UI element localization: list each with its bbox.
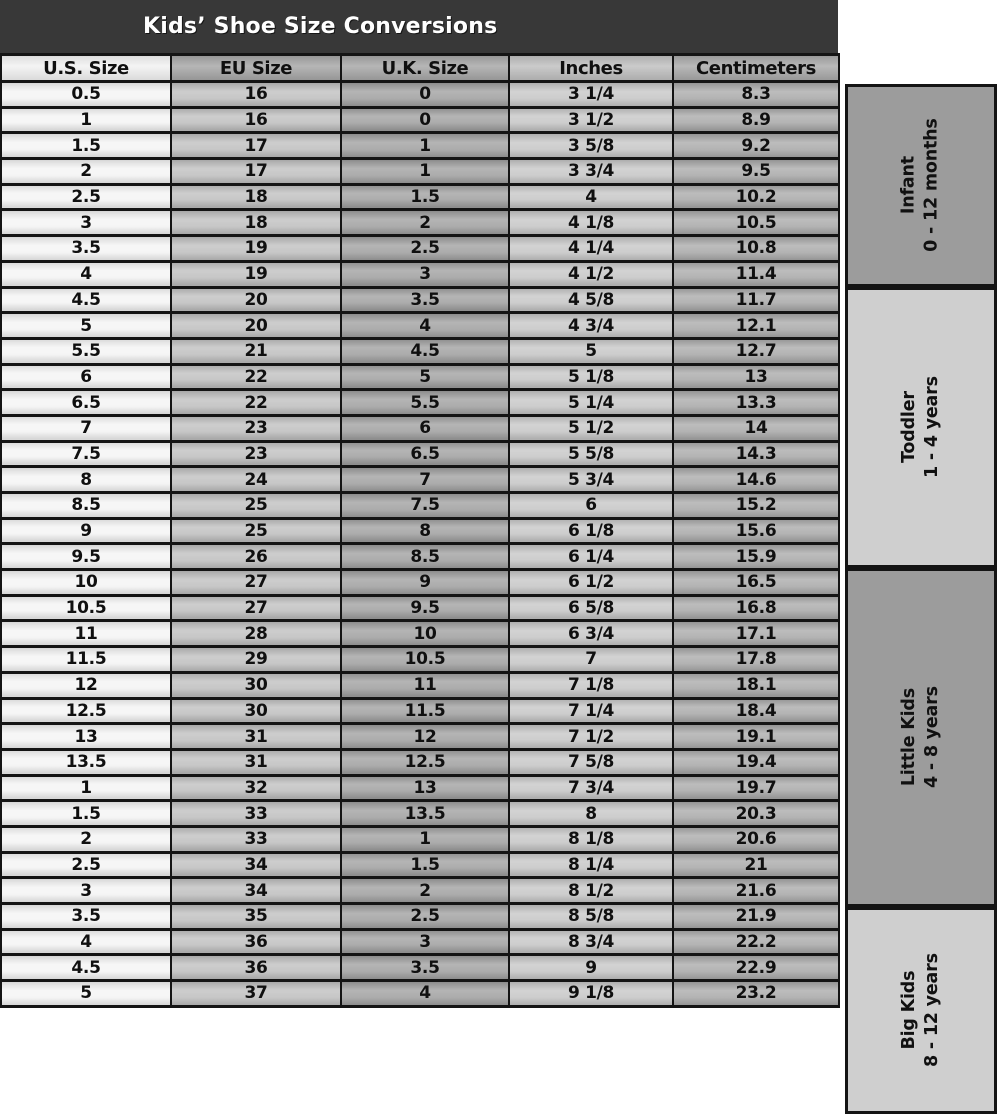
age-group-name: Infant: [898, 156, 919, 215]
table-cell: 16.8: [673, 595, 839, 621]
table-row: [1, 313, 839, 339]
table-cell: 0: [341, 107, 509, 133]
table-cell: 5: [1, 313, 171, 339]
age-group-toddler: [845, 287, 997, 568]
table-cell: 3.5: [1, 236, 171, 262]
table-cell: 1: [1, 775, 171, 801]
table-cell: 5: [509, 338, 673, 364]
title-bar: [0, 0, 838, 53]
table-cell: 14.3: [673, 441, 839, 467]
table-cell: 23: [171, 415, 341, 441]
table-cell: 10: [341, 621, 509, 647]
table-cell: 4: [341, 313, 509, 339]
table-cell: 13.5: [341, 801, 509, 827]
table-cell: 13: [673, 364, 839, 390]
table-cell: 6 1/4: [509, 544, 673, 570]
table-row: [1, 904, 839, 930]
table-row: [1, 82, 839, 108]
table-cell: 2: [341, 878, 509, 904]
table-cell: 4: [341, 981, 509, 1007]
table-cell: 4: [1, 261, 171, 287]
table-row: [1, 544, 839, 570]
table-cell: 15.2: [673, 493, 839, 519]
table-cell: 5 1/2: [509, 415, 673, 441]
table-cell: 7: [341, 467, 509, 493]
table-cell: 1: [341, 159, 509, 185]
table-cell: 34: [171, 878, 341, 904]
table-cell: 23.2: [673, 981, 839, 1007]
table-cell: 2.5: [1, 852, 171, 878]
table-cell: 16: [171, 107, 341, 133]
size-conversion-table: [0, 53, 840, 1008]
table-cell: 7: [509, 647, 673, 673]
table-row: [1, 647, 839, 673]
table-cell: 15.6: [673, 518, 839, 544]
table-cell: 8.5: [1, 493, 171, 519]
table-row: [1, 724, 839, 750]
table-cell: 33: [171, 826, 341, 852]
table-cell: 2.5: [1, 184, 171, 210]
table-row: [1, 415, 839, 441]
table-cell: 20.3: [673, 801, 839, 827]
table-cell: 3: [1, 878, 171, 904]
table-row: [1, 493, 839, 519]
table-cell: 21.9: [673, 904, 839, 930]
table-cell: 12.5: [1, 698, 171, 724]
table-row: [1, 107, 839, 133]
age-group-infant: [845, 84, 997, 287]
table-row: [1, 133, 839, 159]
table-cell: 31: [171, 749, 341, 775]
table-cell: 9: [1, 518, 171, 544]
table-cell: 7.5: [341, 493, 509, 519]
table-cell: 5: [1, 981, 171, 1007]
table-cell: 7 3/4: [509, 775, 673, 801]
table-cell: 8 1/4: [509, 852, 673, 878]
table-cell: 10.8: [673, 236, 839, 262]
table-cell: 7 1/4: [509, 698, 673, 724]
table-cell: 19: [171, 236, 341, 262]
table-cell: 7.5: [1, 441, 171, 467]
table-cell: 1.5: [341, 184, 509, 210]
table-cell: 11.4: [673, 261, 839, 287]
table-cell: 8 3/4: [509, 929, 673, 955]
table-cell: 6.5: [1, 390, 171, 416]
table-cell: 1.5: [1, 133, 171, 159]
table-cell: 5.5: [341, 390, 509, 416]
table-cell: 8 1/2: [509, 878, 673, 904]
table-cell: 4 1/2: [509, 261, 673, 287]
table-cell: 9.2: [673, 133, 839, 159]
table-cell: 1: [341, 826, 509, 852]
table-cell: 2: [1, 159, 171, 185]
table-cell: 9 1/8: [509, 981, 673, 1007]
table-cell: 9: [341, 570, 509, 596]
table-cell: 19.1: [673, 724, 839, 750]
table-row: [1, 878, 839, 904]
table-cell: 22.2: [673, 929, 839, 955]
table-row: [1, 518, 839, 544]
table-cell: 10: [1, 570, 171, 596]
table-cell: 14: [673, 415, 839, 441]
table-cell: 35: [171, 904, 341, 930]
age-group-label: [898, 377, 944, 479]
table-row: [1, 852, 839, 878]
table-cell: 3: [341, 261, 509, 287]
table-cell: 3 5/8: [509, 133, 673, 159]
table-cell: 9.5: [341, 595, 509, 621]
table-cell: 15.9: [673, 544, 839, 570]
table-cell: 8.3: [673, 82, 839, 108]
table-cell: 6: [1, 364, 171, 390]
table-cell: 21: [171, 338, 341, 364]
table-header: [1, 55, 839, 82]
table-cell: 6.5: [341, 441, 509, 467]
table-cell: 8 5/8: [509, 904, 673, 930]
age-group-little-kids: [845, 568, 997, 907]
table-cell: 11.7: [673, 287, 839, 313]
age-group-label: [898, 954, 944, 1068]
table-cell: 3.5: [341, 287, 509, 313]
table-cell: 13: [1, 724, 171, 750]
table-cell: 4 3/4: [509, 313, 673, 339]
table-cell: 9.5: [1, 544, 171, 570]
table-cell: 5 3/4: [509, 467, 673, 493]
table-cell: 19.7: [673, 775, 839, 801]
table-cell: 2: [1, 826, 171, 852]
column-header-u-k-size: U.K. Size: [341, 55, 509, 82]
table-cell: 3.5: [341, 955, 509, 981]
table-cell: 4: [1, 929, 171, 955]
table-cell: 17: [171, 159, 341, 185]
age-group-label: [898, 687, 944, 789]
table-row: [1, 287, 839, 313]
table-cell: 3 3/4: [509, 159, 673, 185]
table-cell: 19.4: [673, 749, 839, 775]
table-cell: 5: [341, 364, 509, 390]
page-title: Kids’ Shoe Size Conversions: [143, 14, 498, 39]
table-cell: 20: [171, 287, 341, 313]
table-cell: 4 5/8: [509, 287, 673, 313]
table-cell: 3 1/2: [509, 107, 673, 133]
table-cell: 27: [171, 595, 341, 621]
table-cell: 16.5: [673, 570, 839, 596]
table-cell: 4: [509, 184, 673, 210]
table-cell: 6 3/4: [509, 621, 673, 647]
table-cell: 6: [509, 493, 673, 519]
age-group-range: 4 - 8 years: [921, 686, 942, 789]
age-group-range: 1 - 4 years: [921, 376, 942, 479]
table-cell: 21.6: [673, 878, 839, 904]
age-group-range: 0 - 12 months: [922, 118, 942, 253]
table-row: [1, 261, 839, 287]
table-row: [1, 364, 839, 390]
table-cell: 11.5: [341, 698, 509, 724]
table-cell: 6: [341, 415, 509, 441]
table-cell: 7: [1, 415, 171, 441]
table-row: [1, 929, 839, 955]
table-cell: 8.9: [673, 107, 839, 133]
table-cell: 24: [171, 467, 341, 493]
table-cell: 36: [171, 929, 341, 955]
table-cell: 17.1: [673, 621, 839, 647]
table-cell: 4 1/8: [509, 210, 673, 236]
age-group-name: Little Kids: [898, 688, 919, 787]
table-cell: 13.5: [1, 749, 171, 775]
table-row: [1, 595, 839, 621]
table-cell: 4 1/4: [509, 236, 673, 262]
table-cell: 4.5: [1, 955, 171, 981]
header-row: [1, 55, 839, 82]
table-cell: 18: [171, 210, 341, 236]
table-cell: 11: [1, 621, 171, 647]
table-row: [1, 698, 839, 724]
age-group-range: 8 - 12 years: [922, 953, 942, 1068]
age-group-label: [898, 119, 944, 252]
table-cell: 17.8: [673, 647, 839, 673]
table-row: [1, 467, 839, 493]
table-cell: 0: [341, 82, 509, 108]
table-cell: 7 1/2: [509, 724, 673, 750]
table-cell: 12: [1, 672, 171, 698]
age-group-big-kids: [845, 907, 997, 1114]
table-row: [1, 621, 839, 647]
table-cell: 21: [673, 852, 839, 878]
table-cell: 3: [341, 929, 509, 955]
table-row: [1, 159, 839, 185]
table-cell: 6 5/8: [509, 595, 673, 621]
table-cell: 18.1: [673, 672, 839, 698]
table-cell: 23: [171, 441, 341, 467]
age-group-name: Toddler: [898, 391, 919, 464]
table-cell: 10.5: [341, 647, 509, 673]
table-cell: 22: [171, 364, 341, 390]
table-cell: 4.5: [1, 287, 171, 313]
table-cell: 3 1/4: [509, 82, 673, 108]
table-cell: 7 1/8: [509, 672, 673, 698]
table-cell: 11.5: [1, 647, 171, 673]
table-cell: 32: [171, 775, 341, 801]
table-row: [1, 749, 839, 775]
table-cell: 8: [1, 467, 171, 493]
table-row: [1, 236, 839, 262]
table-cell: 5 5/8: [509, 441, 673, 467]
table-cell: 13.3: [673, 390, 839, 416]
table-cell: 1: [341, 133, 509, 159]
column-header-eu-size: EU Size: [171, 55, 341, 82]
table-cell: 5.5: [1, 338, 171, 364]
table-cell: 16: [171, 82, 341, 108]
table-row: [1, 210, 839, 236]
table-cell: 18: [171, 184, 341, 210]
table-cell: 2: [341, 210, 509, 236]
table-cell: 25: [171, 518, 341, 544]
table-cell: 26: [171, 544, 341, 570]
table-cell: 30: [171, 698, 341, 724]
table-cell: 13: [341, 775, 509, 801]
table-row: [1, 826, 839, 852]
column-header-u-s-size: U.S. Size: [1, 55, 171, 82]
table-row: [1, 672, 839, 698]
table-row: [1, 441, 839, 467]
table-cell: 5 1/4: [509, 390, 673, 416]
table-row: [1, 981, 839, 1007]
table-cell: 34: [171, 852, 341, 878]
table-row: [1, 338, 839, 364]
table-cell: 6 1/2: [509, 570, 673, 596]
table-cell: 33: [171, 801, 341, 827]
table-cell: 25: [171, 493, 341, 519]
table-cell: 27: [171, 570, 341, 596]
table-cell: 12.7: [673, 338, 839, 364]
table-cell: 22.9: [673, 955, 839, 981]
table-cell: 3: [1, 210, 171, 236]
table-row: [1, 570, 839, 596]
table-cell: 9.5: [673, 159, 839, 185]
age-group-name: Big Kids: [898, 971, 919, 1050]
table-cell: 6 1/8: [509, 518, 673, 544]
table-cell: 8 1/8: [509, 826, 673, 852]
table-cell: 8.5: [341, 544, 509, 570]
table-cell: 2.5: [341, 236, 509, 262]
table-cell: 10.5: [1, 595, 171, 621]
table-cell: 12.5: [341, 749, 509, 775]
table-cell: 20: [171, 313, 341, 339]
table-row: [1, 801, 839, 827]
table-cell: 17: [171, 133, 341, 159]
table-cell: 7 5/8: [509, 749, 673, 775]
table-cell: 31: [171, 724, 341, 750]
table-cell: 0.5: [1, 82, 171, 108]
table-cell: 12.1: [673, 313, 839, 339]
table-cell: 3.5: [1, 904, 171, 930]
table-cell: 8: [509, 801, 673, 827]
column-header-inches: Inches: [509, 55, 673, 82]
column-header-centimeters: Centimeters: [673, 55, 839, 82]
table-cell: 5 1/8: [509, 364, 673, 390]
table-cell: 22: [171, 390, 341, 416]
table-cell: 30: [171, 672, 341, 698]
table-cell: 19: [171, 261, 341, 287]
table-cell: 37: [171, 981, 341, 1007]
table-cell: 4.5: [341, 338, 509, 364]
table-row: [1, 955, 839, 981]
table-cell: 20.6: [673, 826, 839, 852]
table-cell: 28: [171, 621, 341, 647]
table-cell: 1.5: [1, 801, 171, 827]
table-cell: 18.4: [673, 698, 839, 724]
table-cell: 1.5: [341, 852, 509, 878]
table-body: [1, 82, 839, 1007]
table-cell: 9: [509, 955, 673, 981]
table-cell: 36: [171, 955, 341, 981]
table-row: [1, 184, 839, 210]
table-cell: 10.5: [673, 210, 839, 236]
table-row: [1, 390, 839, 416]
table-cell: 8: [341, 518, 509, 544]
table-cell: 2.5: [341, 904, 509, 930]
table-cell: 29: [171, 647, 341, 673]
table-cell: 1: [1, 107, 171, 133]
table-cell: 14.6: [673, 467, 839, 493]
table-row: [1, 775, 839, 801]
table-cell: 11: [341, 672, 509, 698]
table-cell: 12: [341, 724, 509, 750]
table-cell: 10.2: [673, 184, 839, 210]
